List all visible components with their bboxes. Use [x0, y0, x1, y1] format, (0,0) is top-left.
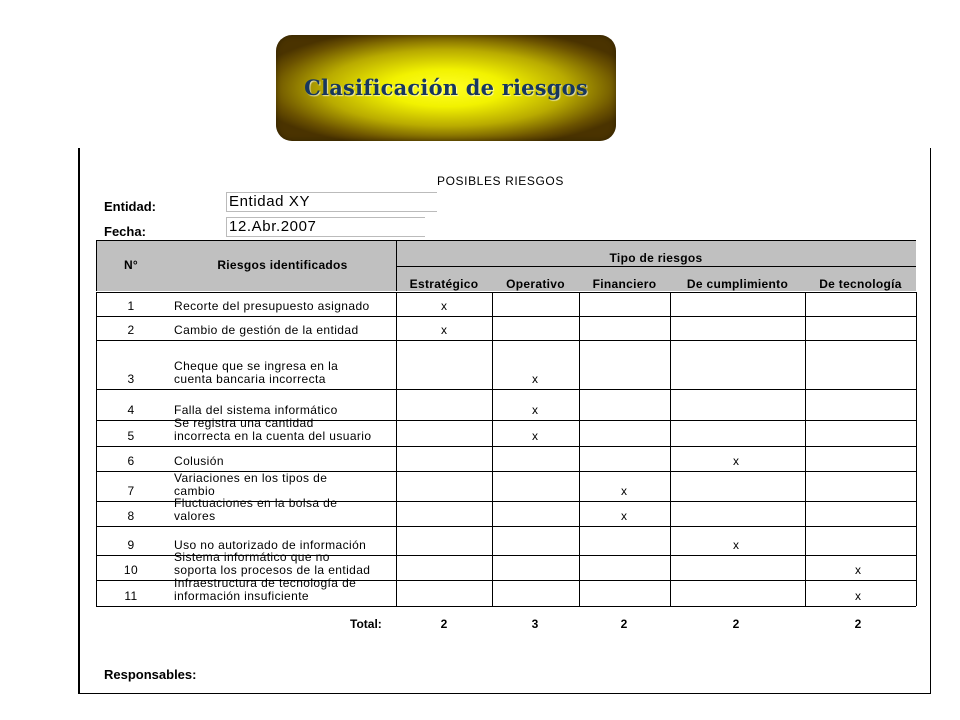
grid-row-line [96, 340, 916, 341]
risk-type-mark: x [532, 403, 538, 417]
risk-description: Se registra una cantidad incorrecta en la cuenta del usuario [174, 416, 372, 443]
header-divider [396, 266, 916, 267]
total-tecnologia: 2 [854, 617, 862, 631]
total-cumplimiento: 2 [732, 617, 740, 631]
grid-row-line [96, 316, 916, 317]
row-number: 3 [127, 372, 135, 386]
row-number: 11 [124, 589, 138, 603]
total-estrategico: 2 [440, 617, 448, 631]
risk-type-mark: x [621, 484, 627, 498]
col-estrategico: Estratégico [409, 277, 479, 291]
risk-type-mark: x [855, 563, 861, 577]
risk-description: Uso no autorizado de información [174, 538, 367, 552]
responsables-label: Responsables: [104, 667, 197, 682]
row-number: 5 [127, 429, 135, 443]
risk-description: Falla del sistema informático [174, 403, 338, 417]
col-operativo: Operativo [506, 277, 565, 291]
risk-description: Sistema informático que no soporta los procesos de la entidad [174, 550, 371, 577]
col-riesgos-header: Riesgos identificados [217, 258, 348, 272]
total-operativo: 3 [531, 617, 539, 631]
grid-row-line [96, 526, 916, 527]
total-label: Total: [350, 617, 382, 631]
risk-description: Colusión [174, 454, 224, 468]
risk-description: Cheque que se ingresa en la cuenta bancaria incorrecta [174, 359, 339, 386]
grid-row-line [96, 446, 916, 447]
risk-description: Fluctuaciones en la bolsa de valores [174, 496, 338, 523]
row-number: 9 [127, 538, 135, 552]
col-num-header: N° [123, 258, 139, 272]
banner-title: Clasificación de riesgos [304, 75, 588, 100]
row-number: 2 [127, 323, 135, 337]
row-number: 4 [127, 403, 135, 417]
row-number: 1 [127, 299, 135, 313]
risk-type-mark: x [532, 429, 538, 443]
row-number: 6 [127, 454, 135, 468]
risk-description: Variaciones en los tipos de cambio [174, 471, 328, 498]
col-cumplimiento: De cumplimiento [686, 277, 789, 291]
grid-row-line [96, 292, 916, 293]
entidad-label: Entidad: [104, 199, 156, 214]
risk-type-mark: x [621, 509, 627, 523]
col-financiero: Financiero [592, 277, 657, 291]
row-number: 10 [123, 563, 139, 577]
row-number: 7 [127, 484, 135, 498]
risk-type-mark: x [441, 299, 447, 313]
tipo-riesgos-header: Tipo de riesgos [609, 251, 703, 265]
fecha-field[interactable]: 12.Abr.2007 [226, 217, 425, 237]
col-tecnologia: De tecnología [819, 277, 902, 291]
risk-description: Infraestructura de tecnología de información insuficiente [174, 576, 357, 603]
risk-description: Cambio de gestión de la entidad [174, 323, 359, 337]
header-divider [396, 240, 397, 291]
risk-type-mark: x [733, 538, 739, 552]
risk-type-mark: x [532, 372, 538, 386]
grid-column-line [916, 292, 917, 606]
row-number: 8 [127, 509, 135, 523]
risk-type-mark: x [441, 323, 447, 337]
grid-row-line [96, 389, 916, 390]
fecha-label: Fecha: [104, 224, 146, 239]
total-financiero: 2 [620, 617, 628, 631]
risk-description: Recorte del presupuesto asignado [174, 299, 370, 313]
risk-type-mark: x [855, 589, 861, 603]
risk-type-mark: x [733, 454, 739, 468]
grid-row-line [96, 606, 916, 607]
entidad-field[interactable]: Entidad XY [226, 192, 437, 212]
sheet-title: POSIBLES RIESGOS [437, 174, 564, 188]
title-banner [276, 35, 616, 141]
